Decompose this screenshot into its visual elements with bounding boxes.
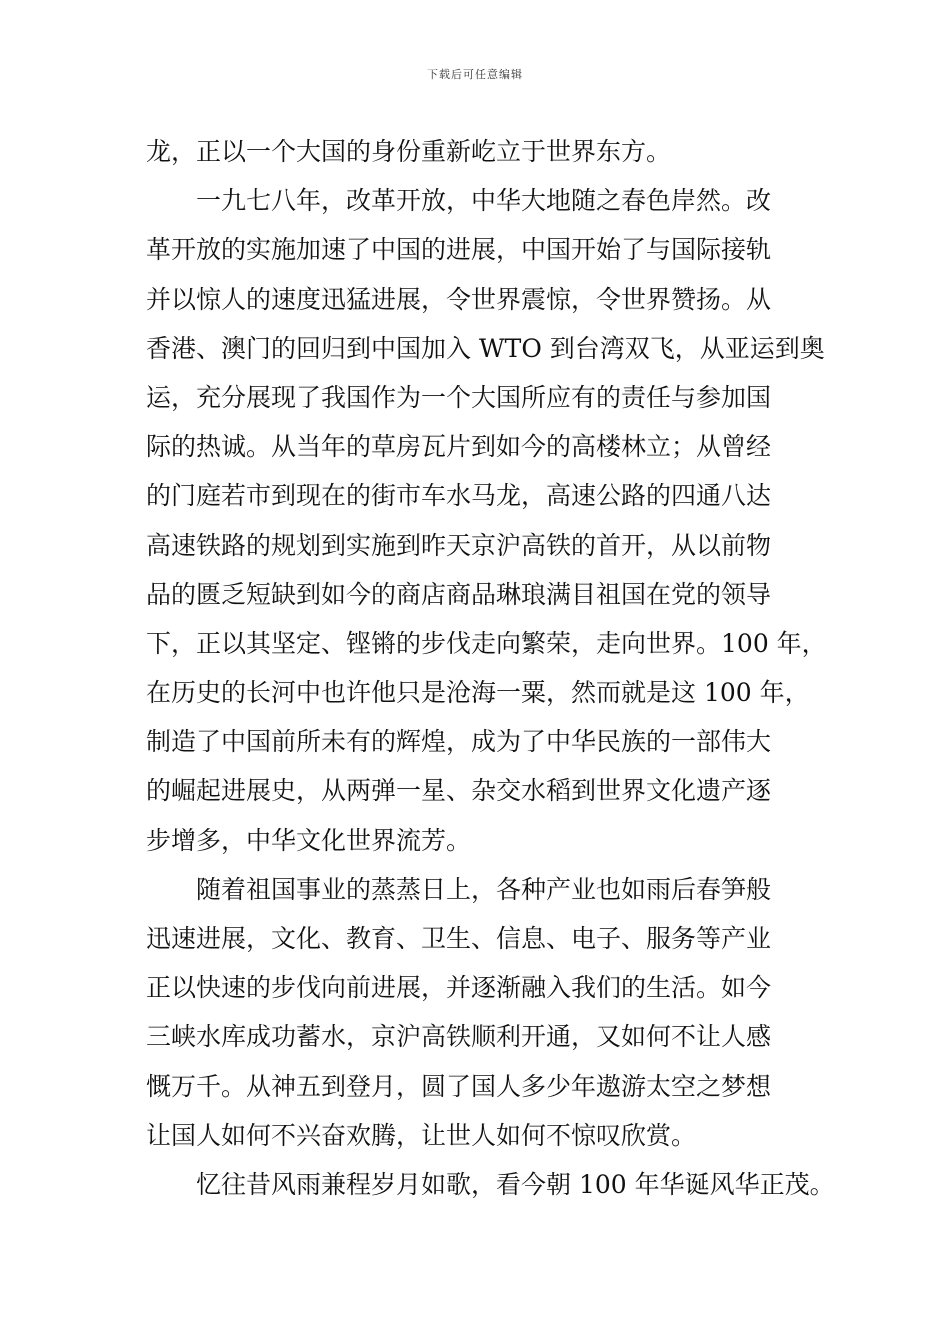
text-line: 并以惊人的速度迅猛进展，令世界震惊，令世界赞扬。从: [146, 284, 772, 314]
text-line: 慨万千。从神五到登月，圆了国人多少年遨游太空之梦想: [146, 1071, 772, 1101]
body-text: [146, 127, 836, 1209]
text-line: 一九七八年，改革开放，中华大地随之春色岸然。改: [196, 186, 772, 216]
text-line: 龙，正以一个大国的身份重新屹立于世界东方。: [146, 137, 672, 166]
text-line: 迅速进展，文化、教育、卫生、信息、电子、服务等产业: [146, 924, 772, 953]
text-line: 的门庭若市到现在的街市车水马龙，高速公路的四通八达: [146, 481, 772, 511]
text-line: 随着祖国事业的蒸蒸日上，各种产业也如雨后春笋般: [196, 874, 772, 904]
text-line: 高速铁路的规划到实施到昨天京沪高铁的首开，从以前物: [146, 530, 772, 560]
text-line: 步增多，中华文化世界流芳。: [146, 825, 472, 855]
text-line: 革开放的实施加速了中国的进展，中国开始了与国际接轨: [146, 235, 772, 265]
text-line: 的崛起进展史，从两弹一星、杂交水稻到世界文化遗产逐: [146, 776, 772, 806]
page-header: 下载后可任意编辑: [427, 68, 523, 81]
text-line: 忆往昔风雨兼程岁月如歌，看今朝 100 年华诞风华正茂。: [196, 1169, 835, 1199]
text-line: 际的热诚。从当年的草房瓦片到如今的高楼林立；从曾经: [146, 432, 772, 462]
text-line: 让国人如何不兴奋欢腾，让世人如何不惊叹欣赏。: [146, 1120, 697, 1150]
text-line: 品的匮乏短缺到如今的商店商品琳琅满目祖国在党的领导: [146, 579, 772, 609]
text-line: 香港、澳门的回归到中国加入 WTO 到台湾双飞，从亚运到奥: [146, 333, 825, 363]
text-line: 制造了中国前所未有的辉煌，成为了中华民族的一部伟大: [146, 727, 772, 757]
text-line: 下，正以其坚定、铿锵的步伐走向繁荣，走向世界。100 年，: [146, 628, 827, 658]
text-line: 运，充分展现了我国作为一个大国所应有的责任与参加国: [146, 382, 772, 412]
text-line: 在历史的长河中也许他只是沧海一粟，然而就是这 100 年，: [146, 678, 810, 708]
text-line: 三峡水库成功蓄水，京沪高铁顺利开通，又如何不让人感: [146, 1022, 772, 1052]
text-line: 正以快速的步伐向前进展，并逐渐融入我们的生活。如今: [146, 973, 772, 1003]
